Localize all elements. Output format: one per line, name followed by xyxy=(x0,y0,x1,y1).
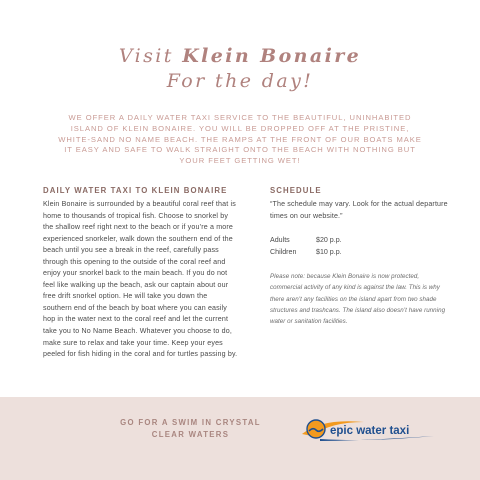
intro-paragraph: WE OFFER A DAILY WATER TAXI SERVICE TO THE BEAUTIFUL, UNINHABITED ISLAND OF KLEIN BONAIRE. YOU WILL BE DROPPED OFF AT THE PRISTINE, WHITE-SAND NO NAME BEACH. THE RAMPS AT THE FRONT OF OUR BOATS MAKE IT EASY AND SAFE TO WALK STRAIGHT ONTO THE BEACH WITH NOTHING BUT YOUR FEET GETTING WET! xyxy=(58,113,422,166)
footer-banner xyxy=(0,397,480,480)
schedule-quote: “The schedule may vary. Look for the actual departure times on our website.” xyxy=(270,200,448,220)
logo-text: epic water taxi xyxy=(330,425,410,437)
price-label: Adults xyxy=(270,236,290,245)
price-list xyxy=(270,235,450,258)
protection-note xyxy=(270,271,450,327)
note-island-name: Klein Bonaire xyxy=(332,273,370,281)
price-row-children xyxy=(270,247,450,259)
price-row-adults xyxy=(270,235,450,247)
price-label: Children xyxy=(270,247,297,256)
water-taxi-description: Klein Bonaire is surrounded by a beautiful coral reef that is home to thousands of tropical fish. Choose to snorkel by the shallow reef right next to the beach or if you’re a more experienced snorkeler, walk down the southern end of the beach until you see a break in the reef, carefully pass through this opening to the outside of the coral reef and enjoy your snorkel back to the main beach. If you do not feel like walking up the beach, ask our captain about our free drift snorkel option. He will take you down the southern end of the beach by boat where you can easily hop in the water next to the coral reef and let the current take you to No Name Beach. Whatever you choose to do, make sure to relax and take your time. Keep your eyes peeled for fish hiding in the coral and for turtles passing by. xyxy=(43,200,238,359)
banner-tagline: GO FOR A SWIM IN CRYSTAL CLEAR WATERS xyxy=(120,418,261,439)
section-heading-water-taxi: DAILY WATER TAXI TO KLEIN BONAIRE xyxy=(43,186,228,195)
right-column xyxy=(270,185,450,328)
page-title xyxy=(0,44,480,94)
title-line-1 xyxy=(0,44,480,69)
price-value: $20 p.p. xyxy=(316,236,342,245)
title-prefix: Visit xyxy=(118,45,183,67)
title-bold: Klein Bonaire xyxy=(182,45,362,67)
title-line-2: For the day! xyxy=(166,70,314,92)
left-column xyxy=(43,185,238,361)
epic-water-taxi-logo xyxy=(300,414,435,444)
price-value: $10 p.p. xyxy=(316,247,342,256)
section-heading-schedule: SCHEDULE xyxy=(270,186,322,195)
note-suffix: is now protected, commercial activity of any kind is against the law. This is why there aren’t any facilities on the island apart from two shade structures and trashcans. The island also doesn’t have running water or sanitation facilities. xyxy=(270,273,446,326)
note-prefix: Please note: because xyxy=(270,273,333,281)
